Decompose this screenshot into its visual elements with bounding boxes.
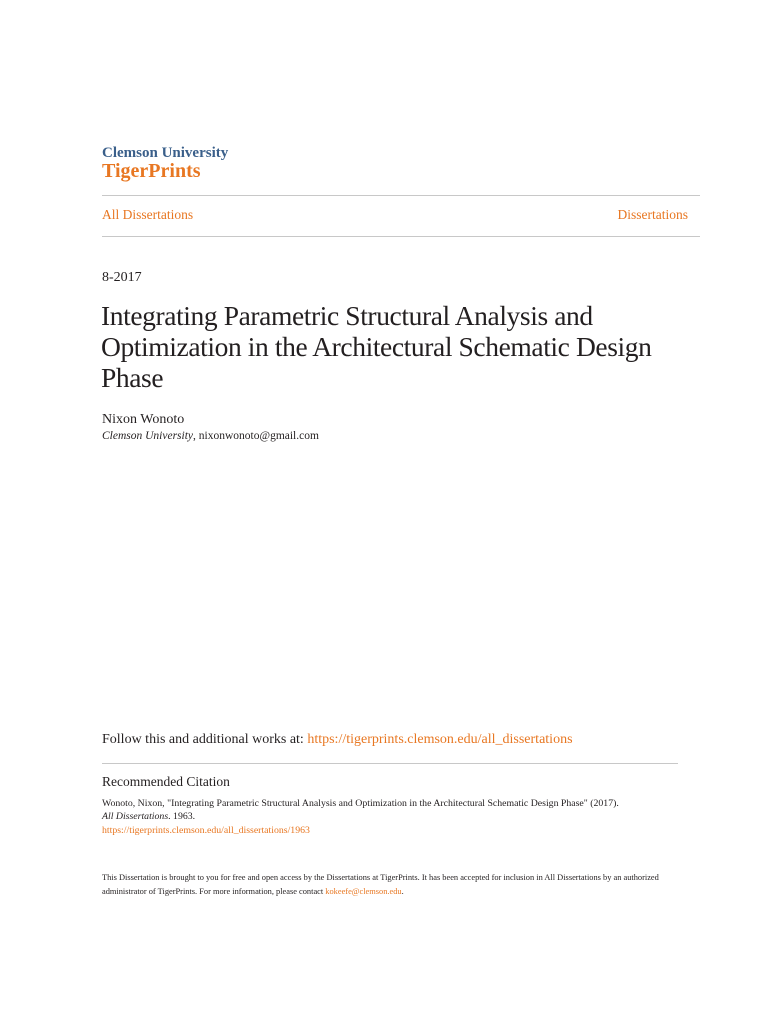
citation-series: All Dissertations	[102, 811, 169, 823]
author-affiliation	[102, 430, 319, 442]
dissertations-link[interactable]: Dissertations	[617, 207, 688, 222]
author-name: Nixon Wonoto	[102, 412, 185, 427]
citation-block	[102, 797, 702, 837]
all-dissertations-link[interactable]: All Dissertations	[102, 207, 194, 222]
citation-text: Wonoto, Nixon, "Integrating Parametric Structural Analysis and Optimization in the Architectural Schematic Design Phase" (2017).	[102, 798, 619, 809]
contact-email-link[interactable]: kokeefe@clemson.edu	[325, 886, 402, 896]
repository-name: TigerPrints	[102, 160, 201, 182]
follow-label: Follow this and additional works at:	[102, 732, 308, 747]
author-email: nixonwonoto@gmail.com	[198, 430, 319, 442]
citation-url-link[interactable]: https://tigerprints.clemson.edu/all_dissertations/1963	[102, 824, 310, 836]
follow-works	[102, 732, 573, 748]
institution-name: Clemson University	[102, 430, 194, 442]
footer-notice	[102, 871, 702, 898]
footer-end: .	[401, 886, 404, 896]
publication-date: 8-2017	[102, 270, 142, 285]
citation-heading: Recommended Citation	[102, 774, 230, 789]
citation-number: . 1963.	[168, 811, 196, 823]
paper-title: Integrating Parametric Structural Analysis and Optimization in the Architectural Schematic Design Phase	[101, 300, 652, 393]
university-name: Clemson University	[102, 145, 229, 161]
divider-top	[102, 195, 700, 196]
footer-text: This Dissertation is brought to you for free and open access by the Dissertations at TigerPrints. It has been accepted for inclusion in All Dissertations by an authorized administrator of TigerPrints. For more information, please contact	[102, 873, 659, 896]
follow-url-link[interactable]: https://tigerprints.clemson.edu/all_dissertations	[307, 732, 573, 747]
divider-citation	[102, 763, 678, 764]
affiliation-separator: ,	[193, 430, 199, 442]
divider-collections	[102, 236, 700, 237]
